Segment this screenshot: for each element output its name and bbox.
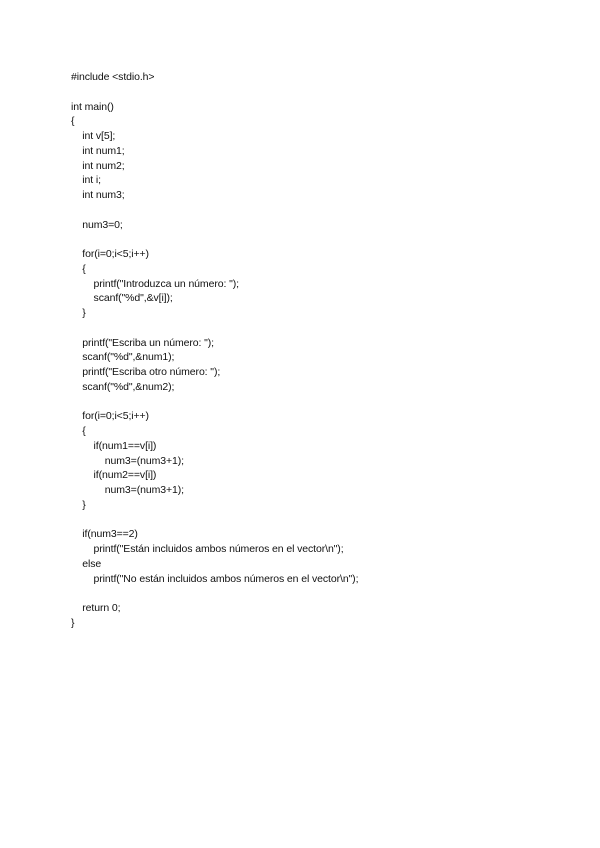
code-line: scanf("%d",&num2); <box>71 380 175 393</box>
code-line: if(num1==v[i]) <box>71 439 157 452</box>
code-line: if(num3==2) <box>71 528 138 541</box>
code-line: } <box>71 498 86 511</box>
code-line: int i; <box>71 174 101 187</box>
code-line: } <box>71 616 75 629</box>
code-line <box>71 586 358 601</box>
code-line: num3=(num3+1); <box>71 454 184 467</box>
code-line: return 0; <box>71 602 121 614</box>
code-line <box>71 321 358 336</box>
code-line: printf("Introduzca un número: "); <box>71 277 239 290</box>
code-line: for(i=0;i<5;i++) <box>71 248 149 260</box>
code-line: num3=(num3+1); <box>71 484 184 496</box>
code-line: int main() <box>71 100 114 113</box>
code-line: int num2; <box>71 159 125 172</box>
code-line <box>71 85 358 100</box>
code-line <box>71 203 358 218</box>
code-line: printf("Escriba un número: "); <box>71 336 214 349</box>
code-line: scanf("%d",&v[i]); <box>71 292 173 305</box>
code-line: { <box>71 262 86 275</box>
code-listing <box>71 70 358 631</box>
code-line <box>71 232 358 247</box>
code-line: { <box>71 425 86 437</box>
code-line: scanf("%d",&num1); <box>71 351 175 364</box>
code-line: int num1; <box>71 144 125 157</box>
code-line: for(i=0;i<5;i++) <box>71 410 149 423</box>
code-line: printf("Están incluidos ambos números en el vector\n"); <box>71 543 344 555</box>
code-line: } <box>71 307 86 319</box>
code-line: #include <stdio.h> <box>71 71 155 83</box>
code-line: { <box>71 115 75 128</box>
code-line: int num3; <box>71 189 125 201</box>
code-line: printf("No están incluidos ambos números en el vector\n"); <box>71 572 359 585</box>
code-line: if(num2==v[i]) <box>71 469 157 482</box>
code-line <box>71 395 358 410</box>
code-line: else <box>71 557 102 570</box>
code-line: int v[5]; <box>71 130 116 142</box>
code-line <box>71 513 358 528</box>
code-line: printf("Escriba otro número: "); <box>71 366 221 378</box>
code-line: num3=0; <box>71 218 123 231</box>
